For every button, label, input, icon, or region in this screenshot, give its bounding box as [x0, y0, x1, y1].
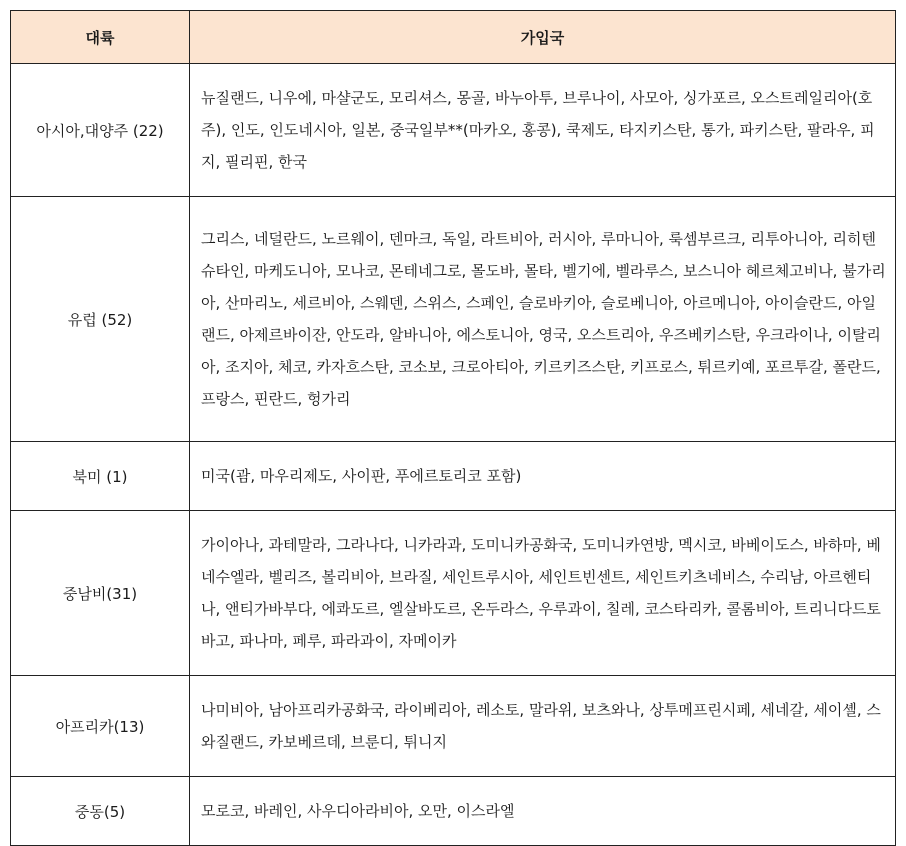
header-countries: 가입국 — [190, 11, 896, 64]
table-header-row — [11, 11, 896, 64]
member-countries-table — [10, 10, 896, 846]
member-countries-table-wrapper — [10, 10, 895, 846]
countries-cell: 나미비아, 남아프리카공화국, 라이베리아, 레소토, 말라위, 보츠와나, 상투메프린시페, 세네갈, 세이셸, 스와질랜드, 카보베르데, 브룬디, 튀니지 — [190, 676, 896, 777]
table-row-europe — [11, 197, 896, 442]
table-row-north-america — [11, 442, 896, 511]
header-region: 대륙 — [11, 11, 190, 64]
table-row-middle-east — [11, 777, 896, 846]
region-cell: 중동(5) — [11, 777, 190, 846]
countries-cell: 미국(괌, 마우리제도, 사이판, 푸에르토리코 포함) — [190, 442, 896, 511]
countries-cell: 모로코, 바레인, 사우디아라비아, 오만, 이스라엘 — [190, 777, 896, 846]
countries-cell: 그리스, 네덜란드, 노르웨이, 덴마크, 독일, 라트비아, 러시아, 루마니아, 룩셈부르크, 리투아니아, 리히텐슈타인, 마케도니아, 모나코, 몬테네그로, 몰도바, 몰타, 벨기에, 벨라루스, 보스니아 헤르체고비나, 불가리아, 산마리노, 세르비아, 스웨덴, 스위스, 스페인, 슬로바키아, 슬로베니아, 아르메니아, 아이슬란드, 아일랜드, 아제르바이잔, 안도라, 알바니아, 에스토니아, 영국, 오스트리아, 우즈베키스탄, 우크라이나, 이탈리아, 조지아, 체코, 카자흐스탄, 코소보, 크로아티아, 키르키즈스탄, 키프로스, 튀르키예, 포르투갈, 폴란드, 프랑스, 핀란드, 헝가리 — [190, 197, 896, 442]
table-row-asia-oceania — [11, 64, 896, 197]
region-cell: 아시아,대양주 (22) — [11, 64, 190, 197]
table-row-latin-america — [11, 511, 896, 676]
table-row-africa — [11, 676, 896, 777]
countries-cell: 뉴질랜드, 니우에, 마샬군도, 모리셔스, 몽골, 바누아투, 브루나이, 사모아, 싱가포르, 오스트레일리아(호주), 인도, 인도네시아, 일본, 중국일부**(마카오, 홍콩), 쿡제도, 타지키스탄, 통가, 파키스탄, 팔라우, 피지, 필리핀, 한국 — [190, 64, 896, 197]
region-cell: 아프리카(13) — [11, 676, 190, 777]
region-cell: 중남비(31) — [11, 511, 190, 676]
region-cell: 유럽 (52) — [11, 197, 190, 442]
region-cell: 북미 (1) — [11, 442, 190, 511]
countries-cell: 가이아나, 과테말라, 그라나다, 니카라과, 도미니카공화국, 도미니카연방, 멕시코, 바베이도스, 바하마, 베네수엘라, 벨리즈, 볼리비아, 브라질, 세인트루시아, 세인트빈센트, 세인트키츠네비스, 수리남, 아르헨티나, 앤티가바부다, 에콰도르, 엘살바도르, 온두라스, 우루과이, 칠레, 코스타리카, 콜롬비아, 트리니다드토바고, 파나마, 페루, 파라과이, 자메이카 — [190, 511, 896, 676]
